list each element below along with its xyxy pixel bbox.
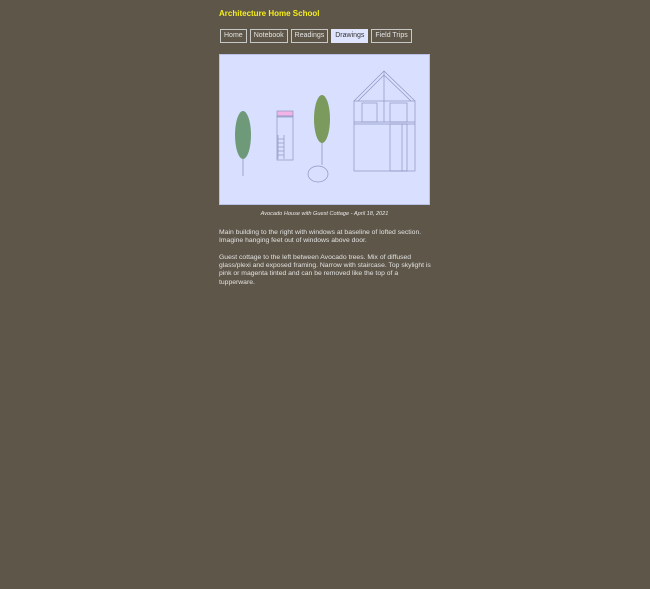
site-title[interactable]: Architecture Home School — [219, 9, 320, 18]
loft-window-left — [362, 103, 377, 122]
nav-readings[interactable]: Readings — [291, 29, 329, 43]
loft-window-right — [390, 103, 407, 122]
nav-home[interactable]: Home — [220, 29, 247, 43]
nav-notebook[interactable]: Notebook — [250, 29, 288, 43]
main-body — [354, 101, 415, 171]
left-tree-canopy — [235, 111, 251, 159]
main-nav — [220, 29, 412, 43]
nav-drawings[interactable]: Drawings — [331, 29, 368, 43]
description-paragraph: Guest cottage to the left between Avocado trees. Mix of diffused glass/plexi and exposed framing. Narrow with staircase. Top skylight is pink or magenta tinted and can be removed like the top of a tupperware. — [219, 254, 431, 286]
tree-base-circle — [308, 166, 328, 182]
cottage-skylight — [277, 111, 293, 116]
nav-field-trips[interactable]: Field Trips — [371, 29, 411, 43]
avocado-house-drawing — [220, 55, 429, 204]
right-avocado-tree — [308, 95, 330, 182]
main-building — [354, 71, 415, 171]
drawing-caption: Avocado House with Guest Cottage - April 18, 2021 — [260, 211, 389, 217]
main-door — [390, 124, 407, 171]
cottage-body — [277, 116, 293, 160]
guest-cottage — [277, 111, 293, 160]
right-tree-canopy — [314, 95, 330, 143]
drawing-image — [219, 54, 430, 205]
cottage-staircase — [278, 135, 284, 159]
description-paragraph: Main building to the right with windows at baseline of lofted section. Imagine hanging feet out of windows above door. — [219, 229, 422, 245]
left-avocado-tree — [235, 111, 251, 176]
